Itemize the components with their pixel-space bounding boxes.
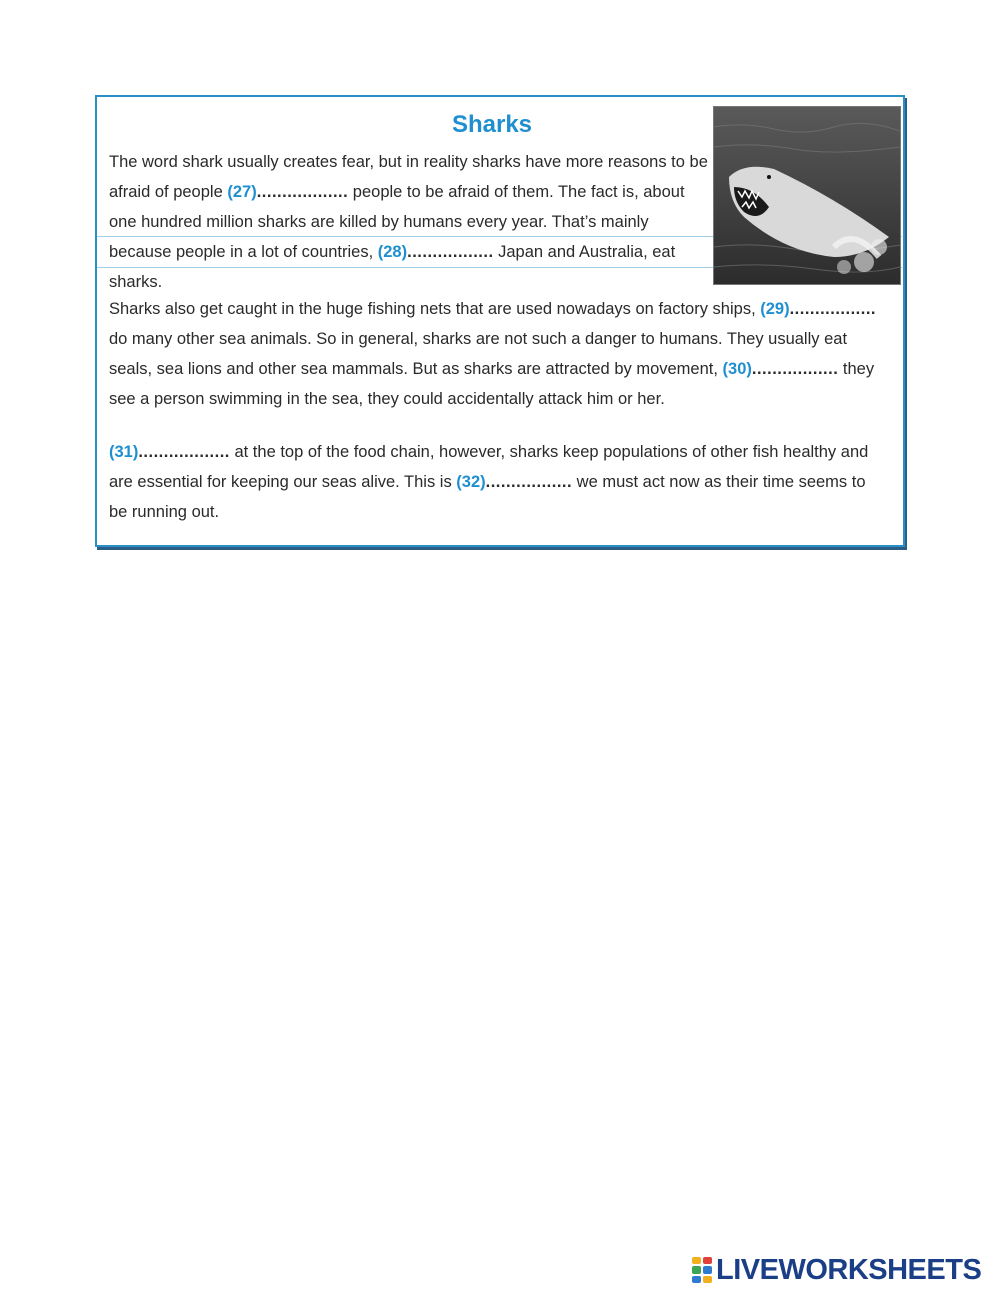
brand-name: LIVEWORKSHEETS xyxy=(716,1253,982,1286)
page-title: Sharks xyxy=(451,111,533,138)
paragraph-2 xyxy=(109,294,879,414)
paragraph-1 xyxy=(109,147,709,297)
answer-blank-30[interactable]: ................. xyxy=(751,360,839,378)
question-number: (30) xyxy=(722,360,752,378)
question-number: (28) xyxy=(377,243,408,261)
text: we must act now as their time seems to be running out. xyxy=(109,473,866,521)
answer-blank-28[interactable]: ................. xyxy=(407,243,494,261)
shark-photo xyxy=(713,106,901,285)
answer-blank-31[interactable]: .................. xyxy=(138,443,230,461)
text: they see a person swimming in the sea, they could accidentally attack him or her. xyxy=(109,360,875,408)
paragraph-3 xyxy=(109,437,879,527)
answer-blank-29[interactable]: ................. xyxy=(789,300,877,318)
logo-icon xyxy=(692,1257,712,1283)
text: Sharks also get caught in the huge fishing nets that are used nowadays on factory ships, xyxy=(109,300,761,318)
text: at the top of the food chain, however, sharks keep populations of other fish healthy and are essential for keeping our seas alive. This is xyxy=(109,443,869,491)
question-number: (29) xyxy=(760,300,790,318)
text: do many other sea animals. So in general, sharks are not such a danger to humans. They usually eat seals, sea lions and other sea mammals. But as sharks are attracted by movement, xyxy=(109,330,848,378)
reading-card xyxy=(95,95,905,547)
question-number: (32) xyxy=(456,473,486,491)
text: The word shark usually creates fear, but in reality sharks have more reasons to be afraid of people xyxy=(109,153,708,201)
question-number: (27) xyxy=(227,183,257,201)
question-number: (31) xyxy=(109,443,139,461)
text: Japan and Australia, eat sharks. xyxy=(109,243,676,291)
answer-blank-32[interactable]: ................. xyxy=(485,473,573,491)
text: people to be afraid of them. The fact is, about one hundred million sharks are killed by humans every year. That’s mainly because people in a lot of countries, xyxy=(109,183,685,261)
liveworksheets-logo xyxy=(692,1255,981,1285)
answer-blank-27[interactable]: .................. xyxy=(256,183,349,201)
